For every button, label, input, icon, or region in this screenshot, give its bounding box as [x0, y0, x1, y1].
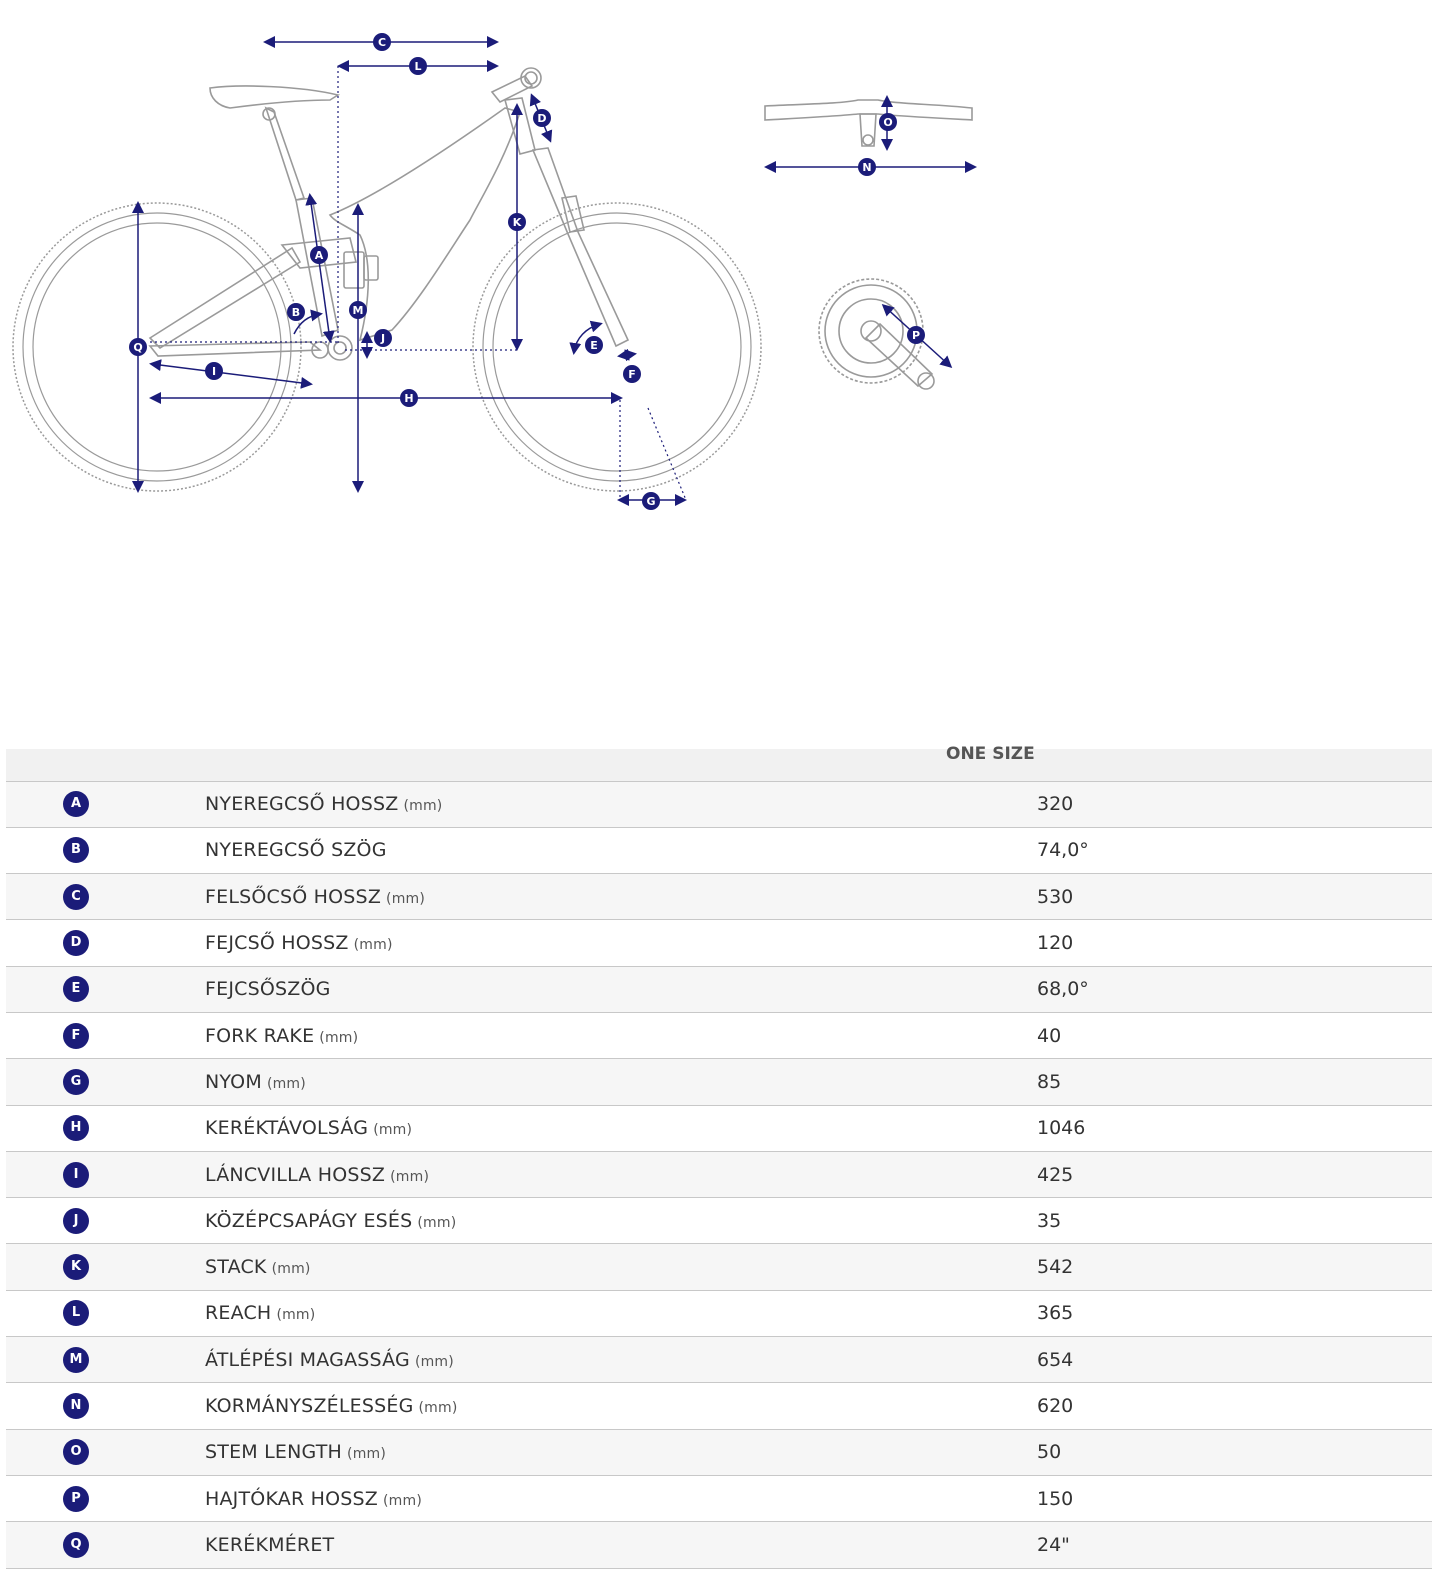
letter-badge: J [63, 1208, 89, 1234]
measurement-name: ÁTLÉPÉSI MAGASSÁG [205, 1348, 410, 1371]
guide-lines [150, 66, 686, 500]
rear-wheel [13, 203, 301, 491]
row-name-cell [204, 1522, 906, 1568]
row-value-cell [906, 1522, 1432, 1568]
table-header-row [6, 749, 1432, 781]
table-row [6, 1522, 1432, 1568]
measurement-value: 68,0° [1037, 978, 1089, 1001]
label-f [623, 365, 641, 383]
label-g [642, 492, 660, 510]
row-letter-cell [6, 1151, 204, 1197]
row-letter-cell [6, 1475, 204, 1521]
row-name-cell [204, 874, 906, 920]
measurement-unit: (mm) [390, 1168, 430, 1185]
measurement-value: 1046 [1037, 1117, 1086, 1140]
label-a [310, 246, 328, 264]
measurement-value: 620 [1037, 1395, 1074, 1417]
row-letter-cell [6, 1337, 204, 1383]
measurement-value: 40 [1037, 1024, 1062, 1047]
row-value-cell [906, 920, 1432, 966]
measurement-unit: (mm) [276, 1307, 316, 1324]
measurement-value: 50 [1037, 1441, 1062, 1464]
front-wheel [473, 203, 761, 491]
label-n [858, 158, 876, 176]
table-row [6, 1337, 1432, 1383]
measurement-unit: (mm) [353, 937, 393, 954]
svg-text:P: P [911, 329, 921, 342]
table-row [6, 1198, 1432, 1244]
table-row [6, 1290, 1432, 1336]
row-value-cell [906, 1198, 1432, 1244]
measurement-name: NYOM [205, 1070, 262, 1093]
measurement-value: 654 [1037, 1348, 1074, 1371]
measurement-name: FEJCSŐ HOSSZ [205, 932, 349, 955]
svg-text:C: C [377, 36, 387, 49]
svg-text:F: F [628, 368, 636, 381]
row-letter-cell [6, 1383, 204, 1429]
svg-text:I: I [211, 365, 217, 378]
measurement-unit: (mm) [383, 1492, 422, 1509]
svg-text:O: O [883, 116, 893, 129]
svg-text:D: D [537, 112, 547, 125]
row-letter-cell [6, 1105, 204, 1151]
measurement-unit: (mm) [373, 1122, 413, 1139]
row-letter-cell [6, 1059, 204, 1105]
svg-text:H: H [404, 392, 414, 405]
svg-text:Q: Q [133, 341, 143, 354]
measurement-value: 85 [1037, 1070, 1062, 1093]
table-row [6, 1105, 1432, 1151]
label-p [907, 326, 925, 344]
table-row [6, 1059, 1432, 1105]
letter-badge: D [63, 930, 89, 956]
table-row [6, 781, 1432, 827]
table-row [6, 1012, 1432, 1058]
geometry-table [6, 744, 1432, 1569]
row-value-cell [906, 1337, 1432, 1383]
measurement-value: 120 [1037, 932, 1074, 955]
measurement-name: FORK RAKE [205, 1024, 315, 1047]
table-row [6, 1429, 1432, 1475]
label-k [508, 213, 526, 231]
measurement-unit: (mm) [319, 1029, 359, 1046]
row-value-cell [906, 781, 1432, 827]
label-j [374, 329, 392, 347]
row-letter-cell [6, 1522, 204, 1568]
row-value-cell [906, 1059, 1432, 1105]
letter-badge: A [63, 791, 89, 817]
row-letter-cell [6, 1198, 204, 1244]
letter-badge: H [63, 1115, 89, 1141]
measurement-unit: (mm) [418, 1400, 458, 1416]
measurement-name: KERÉKTÁVOLSÁG [205, 1117, 369, 1140]
row-name-cell [204, 1198, 906, 1244]
row-value-cell [906, 1151, 1432, 1197]
row-name-cell [204, 1012, 906, 1058]
bike-geometry-diagram [0, 0, 1438, 740]
measurement-unit: (mm) [347, 1446, 387, 1463]
table-row [6, 920, 1432, 966]
measurement-name: NYEREGCSŐ HOSSZ [205, 793, 399, 816]
row-value-cell [906, 1105, 1432, 1151]
letter-badge: B [63, 837, 89, 863]
measurement-name: STACK [205, 1256, 267, 1279]
table-row [6, 874, 1432, 920]
letter-badge: K [63, 1254, 89, 1280]
row-value-cell [906, 1012, 1432, 1058]
measurement-name: KERÉKMÉRET [205, 1533, 335, 1556]
letter-badge: Q [63, 1532, 89, 1558]
letter-badge: G [63, 1069, 89, 1095]
table-row [6, 1151, 1432, 1197]
label-b [287, 303, 305, 321]
row-letter-cell [6, 781, 204, 827]
measurement-value: 530 [1037, 885, 1074, 908]
letter-badge: M [63, 1347, 89, 1373]
row-value-cell [906, 874, 1432, 920]
row-value-cell [906, 1429, 1432, 1475]
measurement-name: FEJCSŐSZÖG [205, 978, 331, 1001]
row-name-cell [204, 1105, 906, 1151]
label-o [879, 113, 897, 131]
row-name-cell [204, 920, 906, 966]
label-h [400, 389, 418, 407]
row-value-cell [906, 1290, 1432, 1336]
svg-text:N: N [862, 161, 872, 174]
letter-badge: I [63, 1162, 89, 1188]
row-name-cell [204, 1244, 906, 1290]
measurement-name: NYEREGCSŐ SZÖG [205, 839, 387, 862]
measurement-name: FELSŐCSŐ HOSSZ [205, 885, 382, 908]
letter-badge: P [63, 1486, 89, 1512]
label-q [129, 338, 147, 356]
size-column-header: ONE SIZE [946, 744, 1035, 764]
row-letter-cell [6, 1429, 204, 1475]
measurement-name: KÖZÉPCSAPÁGY ESÉS [205, 1209, 413, 1232]
svg-text:K: K [512, 216, 522, 229]
measurement-unit: (mm) [403, 798, 443, 815]
label-m [349, 301, 367, 319]
row-name-cell [204, 781, 906, 827]
svg-text:B: B [291, 306, 301, 319]
row-name-cell [204, 1337, 906, 1383]
row-value-cell [906, 1244, 1432, 1290]
measurement-value: 365 [1037, 1302, 1074, 1325]
row-name-cell [204, 1429, 906, 1475]
row-name-cell [204, 1290, 906, 1336]
label-d [533, 109, 551, 127]
measurement-value: 150 [1037, 1487, 1074, 1510]
row-value-cell [906, 827, 1432, 873]
row-letter-cell [6, 1290, 204, 1336]
measurement-name: HAJTÓKAR HOSSZ [205, 1487, 378, 1510]
row-name-cell [204, 1475, 906, 1521]
table-row [6, 1475, 1432, 1521]
row-value-cell [906, 1475, 1432, 1521]
measurement-unit: (mm) [417, 1214, 457, 1231]
svg-text:J: J [380, 332, 386, 345]
label-l [409, 57, 427, 75]
letter-badge: C [63, 884, 89, 910]
row-value-cell [906, 1383, 1432, 1429]
row-name-cell [204, 1059, 906, 1105]
label-e [585, 336, 603, 354]
measurement-value: 35 [1037, 1209, 1062, 1232]
svg-text:A: A [314, 249, 324, 262]
letter-badge: L [63, 1300, 89, 1326]
measurement-unit: (mm) [271, 1261, 311, 1278]
table-row [6, 1383, 1432, 1429]
row-name-cell [204, 827, 906, 873]
table-row [6, 1244, 1432, 1290]
row-letter-cell [6, 920, 204, 966]
row-letter-cell [6, 966, 204, 1012]
letter-badge: O [63, 1439, 89, 1465]
svg-text:E: E [590, 339, 598, 352]
measurement-unit: (mm) [266, 1075, 306, 1092]
row-name-cell [204, 1383, 906, 1429]
svg-text:M: M [352, 304, 364, 317]
svg-text:L: L [414, 60, 422, 73]
letter-badge: N [63, 1393, 89, 1419]
svg-text:G: G [646, 495, 656, 508]
table-row [6, 966, 1432, 1012]
measurement-value: 24" [1037, 1533, 1070, 1556]
handlebar-detail [765, 100, 972, 146]
measurement-name: REACH [205, 1302, 272, 1325]
letter-badge: E [63, 976, 89, 1002]
row-name-cell [204, 966, 906, 1012]
row-letter-cell [6, 1244, 204, 1290]
row-value-cell [906, 966, 1432, 1012]
measurement-value: 320 [1037, 793, 1074, 816]
bike-frame [150, 68, 628, 360]
row-letter-cell [6, 874, 204, 920]
measurement-value: 74,0° [1037, 839, 1089, 862]
measurement-value: 542 [1037, 1256, 1074, 1279]
measurement-name: LÁNCVILLA HOSSZ [205, 1163, 386, 1186]
label-i [205, 362, 223, 380]
measurement-unit: (mm) [414, 1353, 454, 1370]
geometry-table-body [6, 781, 1432, 1568]
measurement-value: 425 [1037, 1163, 1074, 1186]
label-c [373, 33, 391, 51]
table-row [6, 827, 1432, 873]
measurement-unit: (mm) [386, 890, 426, 907]
row-letter-cell [6, 1012, 204, 1058]
row-name-cell [204, 1151, 906, 1197]
letter-badge: F [63, 1023, 89, 1049]
row-letter-cell [6, 827, 204, 873]
measurement-name: KORMÁNYSZÉLESSÉG [205, 1395, 414, 1417]
measurement-name: STEM LENGTH [205, 1441, 343, 1464]
